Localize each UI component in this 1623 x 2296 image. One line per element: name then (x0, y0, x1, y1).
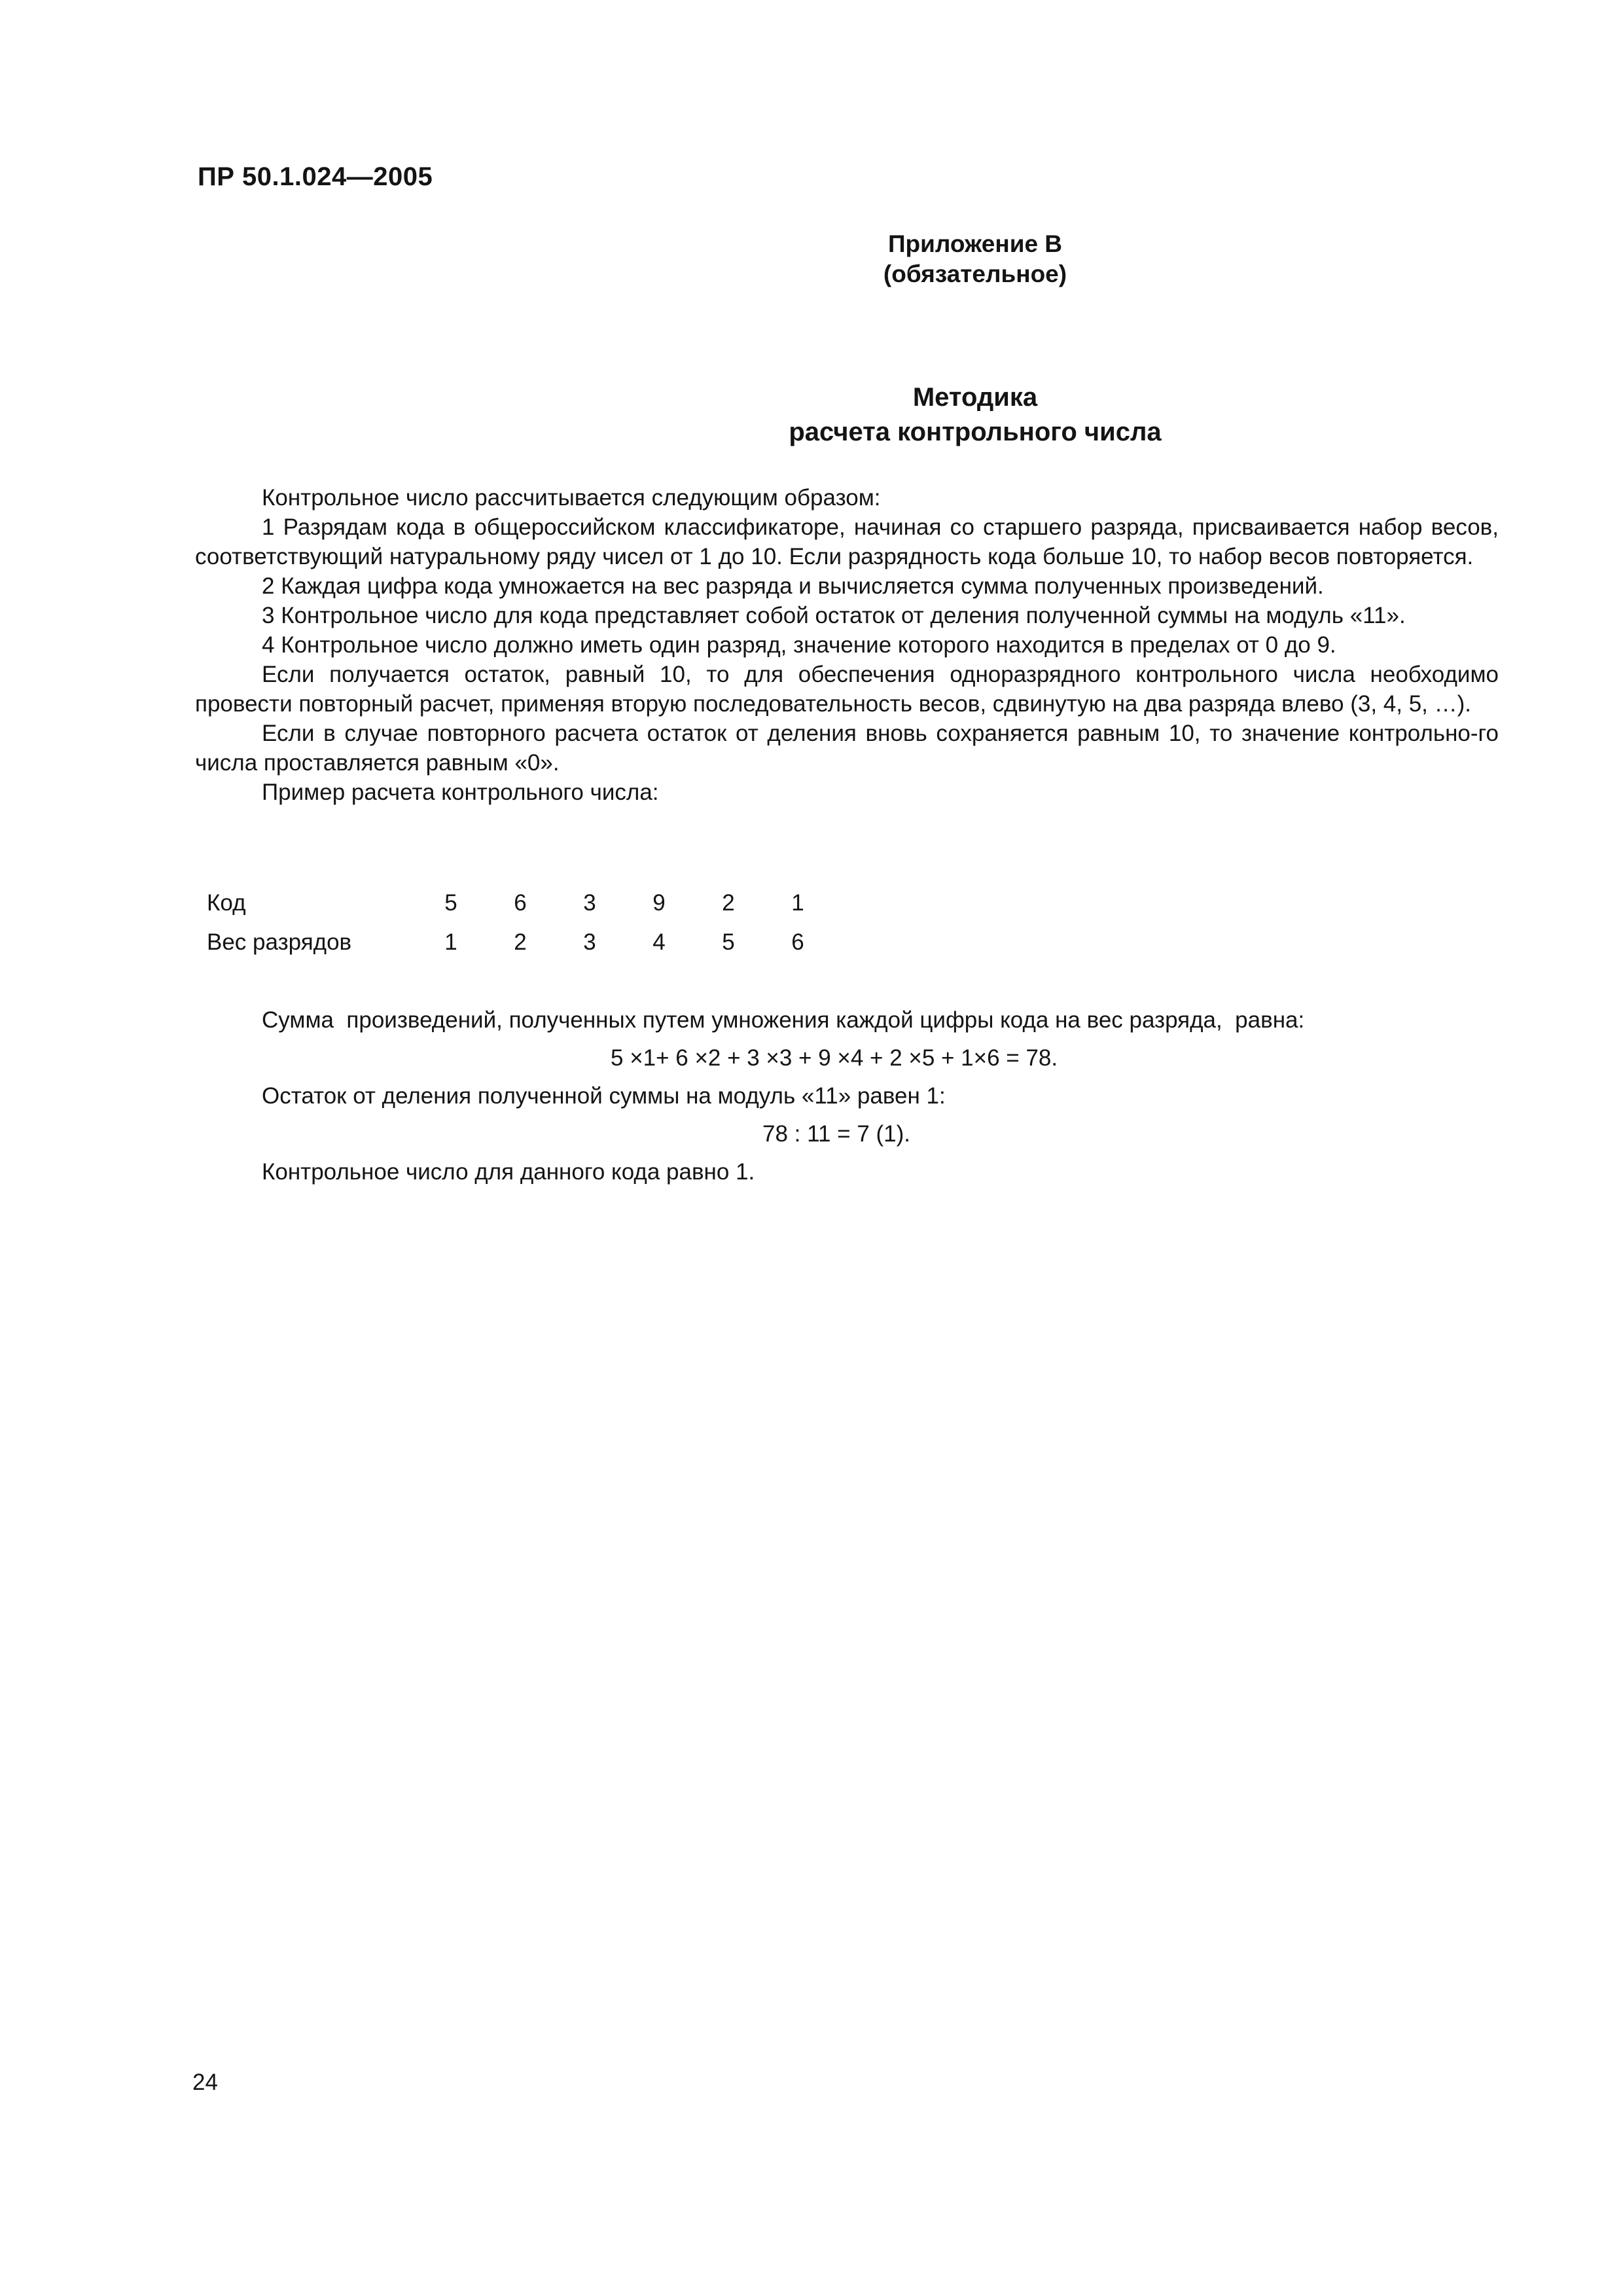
paragraph-repeat-calc: Если в случае повторного расчета остаток от деления вновь сохраняется равным 10, то значение контрольно-го числа проставляется равным «0». (195, 721, 1499, 776)
table-cell: 6 (791, 929, 804, 955)
paragraph-rule-1: 1 Разрядам кода в общероссийском классификаторе, начиная со старшего разряда, присваивается набор весов, соответствующий натуральному ряду чисел от 1 до 10. Если разрядность кода больше 10, то набор весов повторяется. (195, 514, 1499, 569)
document-code: ПР 50.1.024—2005 (198, 162, 433, 191)
table-cell: 2 (722, 890, 735, 916)
table-row-code (207, 884, 832, 923)
table-cell: 4 (652, 929, 666, 955)
table-row-label: Код (207, 890, 246, 916)
table-cell: 3 (583, 929, 596, 955)
paragraph-rule-2: 2 Каждая цифра кода умножается на вес разряда и вычисляется сумма полученных произведений. (262, 573, 1324, 599)
paragraph-remainder-10: Если получается остаток, равный 10, то для обеспечения одноразрядного контрольного числа необходимо провести повторный расчет, применяя вторую последовательность весов, сдвинутую на два разряда влево (3, 4, 5, …). (195, 662, 1499, 717)
table-row-label: Вес разрядов (207, 929, 352, 955)
appendix-status: (обязательное) (883, 260, 1067, 287)
remainder-formula: 78 : 11 = 7 (1). (762, 1121, 911, 1147)
sum-description: Сумма произведений, полученных путем умножения каждой цифры кода на вес разряда, равна: (262, 1007, 1305, 1033)
table-cell: 6 (514, 890, 527, 916)
table-cell: 1 (444, 929, 457, 955)
table-cell: 2 (514, 929, 527, 955)
calculation-example (262, 1001, 1505, 1191)
remainder-description: Остаток от деления полученной суммы на модуль «11» равен 1: (262, 1083, 946, 1109)
table-cell: 3 (583, 890, 596, 916)
paragraph-intro: Контрольное число рассчитывается следующим образом: (262, 485, 881, 511)
section-title-line2: расчета контрольного числа (789, 418, 1162, 446)
paragraph-rule-4: 4 Контрольное число должно иметь один разряд, значение которого находится в пределах от 0 до 9. (262, 632, 1336, 658)
appendix-label: Приложение В (887, 230, 1063, 257)
body-text (195, 483, 1499, 807)
table-cell: 5 (722, 929, 735, 955)
section-title-line1: Методика (912, 383, 1038, 412)
page-number: 24 (192, 2070, 218, 2095)
table-cell: 1 (791, 890, 804, 916)
sum-formula: 5 ×1+ 6 ×2 + 3 ×3 + 9 ×4 + 2 ×5 + 1×6 = 78. (611, 1045, 1058, 1071)
table-cell: 5 (444, 890, 457, 916)
table-row-weights (207, 923, 832, 962)
paragraph-rule-3: 3 Контрольное число для кода представляет собой остаток от деления полученной суммы на модуль «11». (262, 603, 1406, 628)
result-statement: Контрольное число для данного кода равно 1. (262, 1159, 755, 1185)
table-cell: 9 (652, 890, 666, 916)
code-weights-table (207, 884, 832, 962)
paragraph-example-intro: Пример расчета контрольного числа: (262, 780, 659, 805)
